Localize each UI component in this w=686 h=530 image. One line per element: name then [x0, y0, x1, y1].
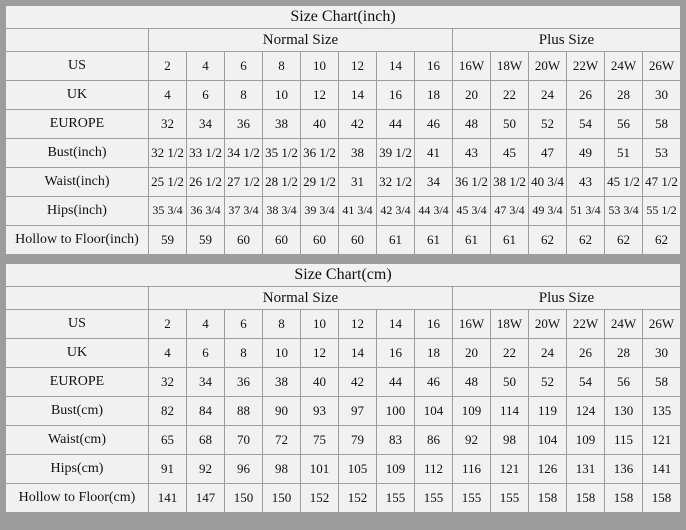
cell: 92 — [453, 426, 491, 455]
cell: 45 — [491, 139, 529, 168]
cell: 16 — [377, 81, 415, 110]
cell: 126 — [529, 455, 567, 484]
cell: 40 3/4 — [529, 168, 567, 197]
cell: 18W — [491, 310, 529, 339]
cell: 131 — [567, 455, 605, 484]
cell: 6 — [187, 339, 225, 368]
table-row — [6, 455, 681, 484]
cell: 41 3/4 — [339, 197, 377, 226]
cell: 152 — [301, 484, 339, 513]
group-header-normal: Normal Size — [149, 29, 453, 52]
row-label: US — [6, 310, 149, 339]
group-header-plus: Plus Size — [453, 287, 681, 310]
cell: 16 — [415, 52, 453, 81]
cell: 38 3/4 — [263, 197, 301, 226]
row-label: US — [6, 52, 149, 81]
cell: 8 — [225, 339, 263, 368]
cell: 61 — [377, 226, 415, 255]
table-row — [6, 81, 681, 110]
cell: 16 — [377, 339, 415, 368]
cell: 38 — [263, 368, 301, 397]
cell: 115 — [605, 426, 643, 455]
cell: 48 — [453, 110, 491, 139]
cell: 136 — [605, 455, 643, 484]
cell: 60 — [225, 226, 263, 255]
cell: 10 — [263, 81, 301, 110]
table-row — [6, 139, 681, 168]
cell: 39 1/2 — [377, 139, 415, 168]
cell: 158 — [529, 484, 567, 513]
cell: 36 1/2 — [453, 168, 491, 197]
cell: 98 — [491, 426, 529, 455]
row-label: Waist(inch) — [6, 168, 149, 197]
cell: 32 1/2 — [149, 139, 187, 168]
chart-title: Size Chart(cm) — [6, 264, 681, 287]
cell: 55 1/2 — [643, 197, 681, 226]
table-row — [6, 197, 681, 226]
cell: 90 — [263, 397, 301, 426]
cell: 62 — [529, 226, 567, 255]
cell: 12 — [301, 339, 339, 368]
cell: 45 3/4 — [453, 197, 491, 226]
cell: 35 1/2 — [263, 139, 301, 168]
cell: 155 — [415, 484, 453, 513]
cell: 45 1/2 — [605, 168, 643, 197]
cell: 52 — [529, 110, 567, 139]
cell: 20W — [529, 52, 567, 81]
cell: 26W — [643, 52, 681, 81]
cell: 86 — [415, 426, 453, 455]
cell: 141 — [643, 455, 681, 484]
cell: 54 — [567, 110, 605, 139]
cell: 51 — [605, 139, 643, 168]
size-chart-cm — [4, 262, 682, 514]
size-chart-cm-table — [5, 263, 681, 513]
cell: 41 — [415, 139, 453, 168]
cell: 18 — [415, 81, 453, 110]
cell: 101 — [301, 455, 339, 484]
cell: 96 — [225, 455, 263, 484]
cell: 34 — [415, 168, 453, 197]
cell: 22 — [491, 81, 529, 110]
cell: 42 — [339, 368, 377, 397]
cell: 65 — [149, 426, 187, 455]
cell: 119 — [529, 397, 567, 426]
cell: 104 — [529, 426, 567, 455]
cell: 60 — [339, 226, 377, 255]
row-label: Hips(cm) — [6, 455, 149, 484]
cell: 79 — [339, 426, 377, 455]
corner-cell — [6, 287, 149, 310]
cell: 147 — [187, 484, 225, 513]
cell: 10 — [301, 310, 339, 339]
cell: 141 — [149, 484, 187, 513]
cell: 6 — [225, 310, 263, 339]
cell: 24 — [529, 339, 567, 368]
cell: 100 — [377, 397, 415, 426]
cell: 10 — [263, 339, 301, 368]
cell: 88 — [225, 397, 263, 426]
cell: 50 — [491, 110, 529, 139]
cell: 16 — [415, 310, 453, 339]
cell: 22W — [567, 310, 605, 339]
cell: 14 — [339, 339, 377, 368]
cell: 121 — [643, 426, 681, 455]
cell: 20 — [453, 339, 491, 368]
cell: 49 — [567, 139, 605, 168]
cell: 61 — [415, 226, 453, 255]
cell: 155 — [453, 484, 491, 513]
cell: 30 — [643, 339, 681, 368]
cell: 22 — [491, 339, 529, 368]
cell: 98 — [263, 455, 301, 484]
cell: 155 — [377, 484, 415, 513]
cell: 4 — [187, 310, 225, 339]
cell: 4 — [149, 81, 187, 110]
cell: 43 — [567, 168, 605, 197]
table-row — [6, 426, 681, 455]
cell: 75 — [301, 426, 339, 455]
cell: 68 — [187, 426, 225, 455]
cell: 150 — [225, 484, 263, 513]
cell: 152 — [339, 484, 377, 513]
cell: 51 3/4 — [567, 197, 605, 226]
cell: 25 1/2 — [149, 168, 187, 197]
cell: 84 — [187, 397, 225, 426]
cell: 30 — [643, 81, 681, 110]
cell: 53 3/4 — [605, 197, 643, 226]
cell: 124 — [567, 397, 605, 426]
row-label: Hips(inch) — [6, 197, 149, 226]
cell: 43 — [453, 139, 491, 168]
cell: 8 — [263, 310, 301, 339]
cell: 56 — [605, 368, 643, 397]
row-label: Bust(cm) — [6, 397, 149, 426]
cell: 32 — [149, 368, 187, 397]
cell: 12 — [339, 310, 377, 339]
cell: 109 — [377, 455, 415, 484]
cell: 12 — [339, 52, 377, 81]
table-row — [6, 397, 681, 426]
table-row — [6, 110, 681, 139]
cell: 26W — [643, 310, 681, 339]
chart-group-header-row — [6, 29, 681, 52]
cell: 109 — [453, 397, 491, 426]
row-label: EUROPE — [6, 110, 149, 139]
cell: 8 — [225, 81, 263, 110]
cell: 38 1/2 — [491, 168, 529, 197]
cell: 47 — [529, 139, 567, 168]
table-row — [6, 484, 681, 513]
cell: 14 — [339, 81, 377, 110]
size-chart-inch-table — [5, 5, 681, 255]
cell: 47 1/2 — [643, 168, 681, 197]
cell: 44 3/4 — [415, 197, 453, 226]
row-label: Hollow to Floor(cm) — [6, 484, 149, 513]
cell: 44 — [377, 110, 415, 139]
cell: 59 — [187, 226, 225, 255]
table-row — [6, 226, 681, 255]
cell: 93 — [301, 397, 339, 426]
cell: 6 — [187, 81, 225, 110]
cell: 36 — [225, 110, 263, 139]
cell: 24W — [605, 52, 643, 81]
cell: 10 — [301, 52, 339, 81]
cell: 39 3/4 — [301, 197, 339, 226]
cell: 62 — [567, 226, 605, 255]
cell: 26 1/2 — [187, 168, 225, 197]
cell: 18W — [491, 52, 529, 81]
cell: 28 1/2 — [263, 168, 301, 197]
cell: 60 — [301, 226, 339, 255]
cell: 48 — [453, 368, 491, 397]
cell: 38 — [339, 139, 377, 168]
cell: 46 — [415, 368, 453, 397]
cell: 26 — [567, 81, 605, 110]
cell: 114 — [491, 397, 529, 426]
cell: 60 — [263, 226, 301, 255]
cell: 70 — [225, 426, 263, 455]
cell: 158 — [643, 484, 681, 513]
cell: 14 — [377, 52, 415, 81]
size-chart-inch — [4, 4, 682, 256]
cell: 54 — [567, 368, 605, 397]
row-label: UK — [6, 339, 149, 368]
cell: 36 1/2 — [301, 139, 339, 168]
corner-cell — [6, 29, 149, 52]
table-row — [6, 168, 681, 197]
cell: 56 — [605, 110, 643, 139]
cell: 150 — [263, 484, 301, 513]
row-label: UK — [6, 81, 149, 110]
row-label: Hollow to Floor(inch) — [6, 226, 149, 255]
cell: 36 3/4 — [187, 197, 225, 226]
cell: 158 — [567, 484, 605, 513]
cell: 58 — [643, 368, 681, 397]
cell: 4 — [149, 339, 187, 368]
cell: 50 — [491, 368, 529, 397]
cell: 29 1/2 — [301, 168, 339, 197]
cell: 32 — [149, 110, 187, 139]
group-header-normal: Normal Size — [149, 287, 453, 310]
cell: 24 — [529, 81, 567, 110]
cell: 34 — [187, 368, 225, 397]
cell: 8 — [263, 52, 301, 81]
cell: 92 — [187, 455, 225, 484]
cell: 33 1/2 — [187, 139, 225, 168]
cell: 42 3/4 — [377, 197, 415, 226]
cell: 61 — [453, 226, 491, 255]
cell: 12 — [301, 81, 339, 110]
cell: 34 — [187, 110, 225, 139]
cell: 49 3/4 — [529, 197, 567, 226]
cell: 22W — [567, 52, 605, 81]
cell: 121 — [491, 455, 529, 484]
cell: 37 3/4 — [225, 197, 263, 226]
cell: 47 3/4 — [491, 197, 529, 226]
cell: 116 — [453, 455, 491, 484]
cell: 31 — [339, 168, 377, 197]
cell: 104 — [415, 397, 453, 426]
chart-title: Size Chart(inch) — [6, 6, 681, 29]
chart-title-row — [6, 6, 681, 29]
chart-group-header-row — [6, 287, 681, 310]
cell: 14 — [377, 310, 415, 339]
cell: 28 — [605, 339, 643, 368]
cell: 53 — [643, 139, 681, 168]
cell: 32 1/2 — [377, 168, 415, 197]
cell: 36 — [225, 368, 263, 397]
cell: 38 — [263, 110, 301, 139]
cell: 42 — [339, 110, 377, 139]
row-label: Waist(cm) — [6, 426, 149, 455]
cell: 97 — [339, 397, 377, 426]
row-label: EUROPE — [6, 368, 149, 397]
cell: 6 — [225, 52, 263, 81]
cell: 2 — [149, 52, 187, 81]
cell: 27 1/2 — [225, 168, 263, 197]
group-header-plus: Plus Size — [453, 29, 681, 52]
cell: 28 — [605, 81, 643, 110]
cell: 59 — [149, 226, 187, 255]
cell: 61 — [491, 226, 529, 255]
cell: 72 — [263, 426, 301, 455]
cell: 62 — [643, 226, 681, 255]
cell: 130 — [605, 397, 643, 426]
cell: 91 — [149, 455, 187, 484]
cell: 155 — [491, 484, 529, 513]
cell: 40 — [301, 110, 339, 139]
cell: 112 — [415, 455, 453, 484]
cell: 46 — [415, 110, 453, 139]
cell: 34 1/2 — [225, 139, 263, 168]
cell: 52 — [529, 368, 567, 397]
cell: 35 3/4 — [149, 197, 187, 226]
chart-title-row — [6, 264, 681, 287]
cell: 83 — [377, 426, 415, 455]
cell: 16W — [453, 310, 491, 339]
cell: 24W — [605, 310, 643, 339]
cell: 58 — [643, 110, 681, 139]
cell: 105 — [339, 455, 377, 484]
cell: 18 — [415, 339, 453, 368]
cell: 26 — [567, 339, 605, 368]
cell: 20W — [529, 310, 567, 339]
cell: 109 — [567, 426, 605, 455]
table-row — [6, 339, 681, 368]
cell: 62 — [605, 226, 643, 255]
table-row — [6, 310, 681, 339]
row-label: Bust(inch) — [6, 139, 149, 168]
cell: 2 — [149, 310, 187, 339]
cell: 82 — [149, 397, 187, 426]
cell: 4 — [187, 52, 225, 81]
cell: 16W — [453, 52, 491, 81]
cell: 20 — [453, 81, 491, 110]
cell: 40 — [301, 368, 339, 397]
cell: 135 — [643, 397, 681, 426]
cell: 158 — [605, 484, 643, 513]
table-row — [6, 368, 681, 397]
table-row — [6, 52, 681, 81]
cell: 44 — [377, 368, 415, 397]
